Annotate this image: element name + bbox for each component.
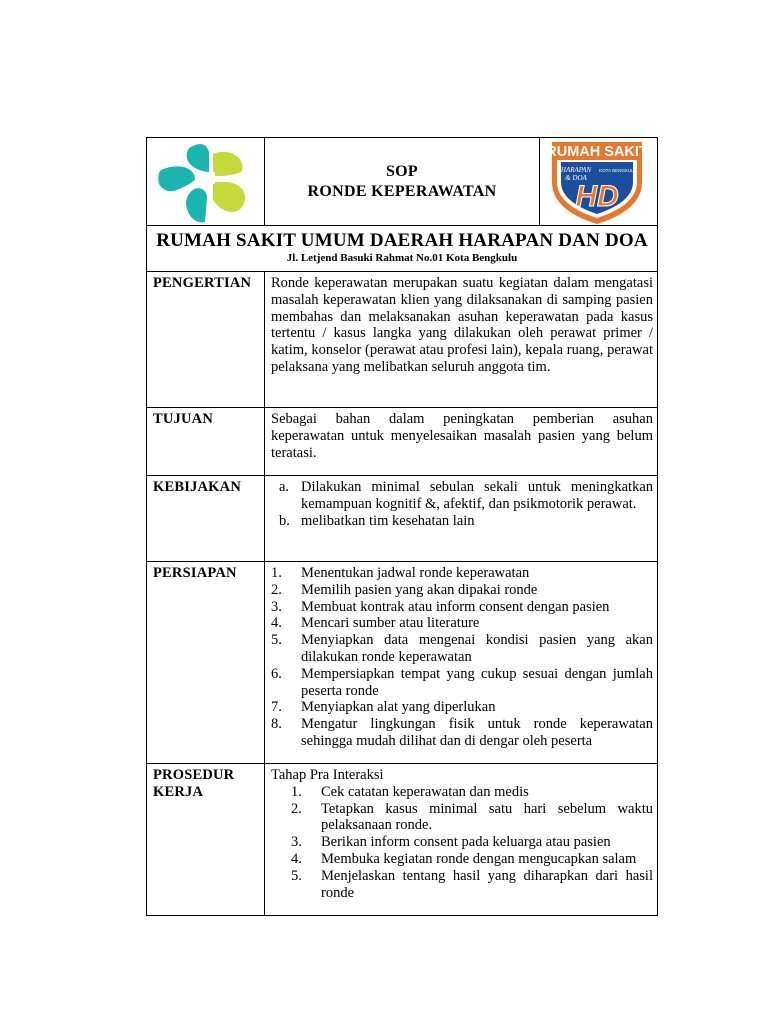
list-item: 6. Mempersiapkan tempat yang cukup sesuai dengan jumlah peserta ronde (271, 665, 653, 699)
hospital-logo-cell (540, 138, 657, 225)
content-kebijakan (265, 476, 658, 562)
logo-left-text: HARAPAN (560, 166, 592, 174)
list-item: 4. Membuka kegiatan ronde dengan mengucapkan salam (291, 850, 637, 867)
list-item: a. Dilakukan minimal sebulan sekali untuk meningkatkan kemampuan kognitif &, afektif, dan psikmotorik perawat. (279, 479, 653, 512)
list-item: 5. Menyiapkan data mengenai kondisi pasien yang akan dilakukan ronde keperawatan (271, 632, 653, 665)
hospital-address: Jl. Letjend Basuki Rahmat No.01 Kota Bengkulu (286, 252, 518, 264)
list-item: 3. Membuat kontrak atau inform consent dengan pasien (271, 598, 610, 615)
list-item: 2. Memilih pasien yang akan dipakai ronde (271, 581, 538, 598)
list-item: 2. Tetapkan kasus minimal satu hari sebelum waktu pelaksanaan ronde. (291, 800, 653, 834)
list-item: 3. Berikan inform consent pada keluarga atau pasien (291, 834, 611, 851)
list-item: 1. Menentukan jadwal ronde keperawatan (271, 565, 530, 581)
row-pengertian (147, 272, 658, 408)
hospital-row (146, 225, 658, 271)
kemenkes-logo-icon (147, 138, 265, 226)
label-pengertian: PENGERTIAN (147, 272, 265, 408)
label-prosedur (147, 764, 265, 916)
list-item: 1. Cek catatan keperawatan dan medis (291, 783, 529, 800)
list-item: 5. Menjelaskan tentang hasil yang diharapkan dari hasil ronde (291, 867, 653, 901)
list-item: 8. Mengatur lingkungan fisik untuk ronde keperawatan sehingga mudah dilihat dan di dengar oleh peserta (271, 716, 653, 749)
list-item: 4. Mencari sumber atau literature (271, 615, 480, 632)
logo-left-text-2: & DOA (565, 174, 587, 182)
logo-right-text: KOTA BENGKULU (599, 168, 637, 173)
label-prosedur-line2: KERJA (153, 783, 204, 800)
sop-subtitle: RONDE KEPERAWATAN (307, 182, 497, 200)
row-kebijakan (147, 476, 658, 562)
row-persiapan (147, 562, 658, 764)
hospital-name: RUMAH SAKIT UMUM DAERAH HARAPAN DAN DOA (156, 230, 648, 251)
label-persiapan: PERSIAPAN (147, 562, 265, 764)
content-pengertian: Ronde keperawatan merupakan suatu kegiatan dalam mengatasi masalah keperawatan klien yang dilaksanakan di samping pasien membahas dan melaksanakan asuhan keperawatan pada kasus tertentu / kasus langka yang dilakukan oleh perawat primer / katim, konselor (perawat atau profesi lain), kepala ruang, perawat pelaksana yang melibatkan seluruh anggota tim. (265, 272, 658, 408)
content-prosedur (265, 764, 658, 916)
list-item: b. melibatkan tim kesehatan lain (279, 512, 475, 529)
logo-monogram: HD (575, 180, 619, 213)
content-persiapan (265, 562, 658, 764)
title-cell (265, 138, 540, 225)
row-tujuan (147, 408, 658, 476)
row-prosedur (147, 764, 658, 916)
sop-table (146, 271, 658, 916)
kemenkes-logo-cell (147, 138, 265, 225)
logo-top-text: RUMAH SAKIT (546, 144, 648, 160)
content-tujuan: Sebagai bahan dalam peningkatan pemberian asuhan keperawatan untuk menyelesaikan masalah pasien yang belum teratasi. (265, 408, 658, 476)
label-prosedur-line1: PROSEDUR (153, 767, 235, 783)
label-kebijakan: KEBIJAKAN (147, 476, 265, 562)
label-tujuan: TUJUAN (147, 408, 265, 476)
stage-heading: Tahap Pra Interaksi (271, 767, 384, 783)
sop-document (146, 137, 658, 916)
header-row (146, 137, 658, 225)
hospital-logo-icon (540, 138, 657, 226)
list-item: 7. Menyiapkan alat yang diperlukan (271, 699, 496, 716)
sop-title: SOP (385, 162, 419, 180)
